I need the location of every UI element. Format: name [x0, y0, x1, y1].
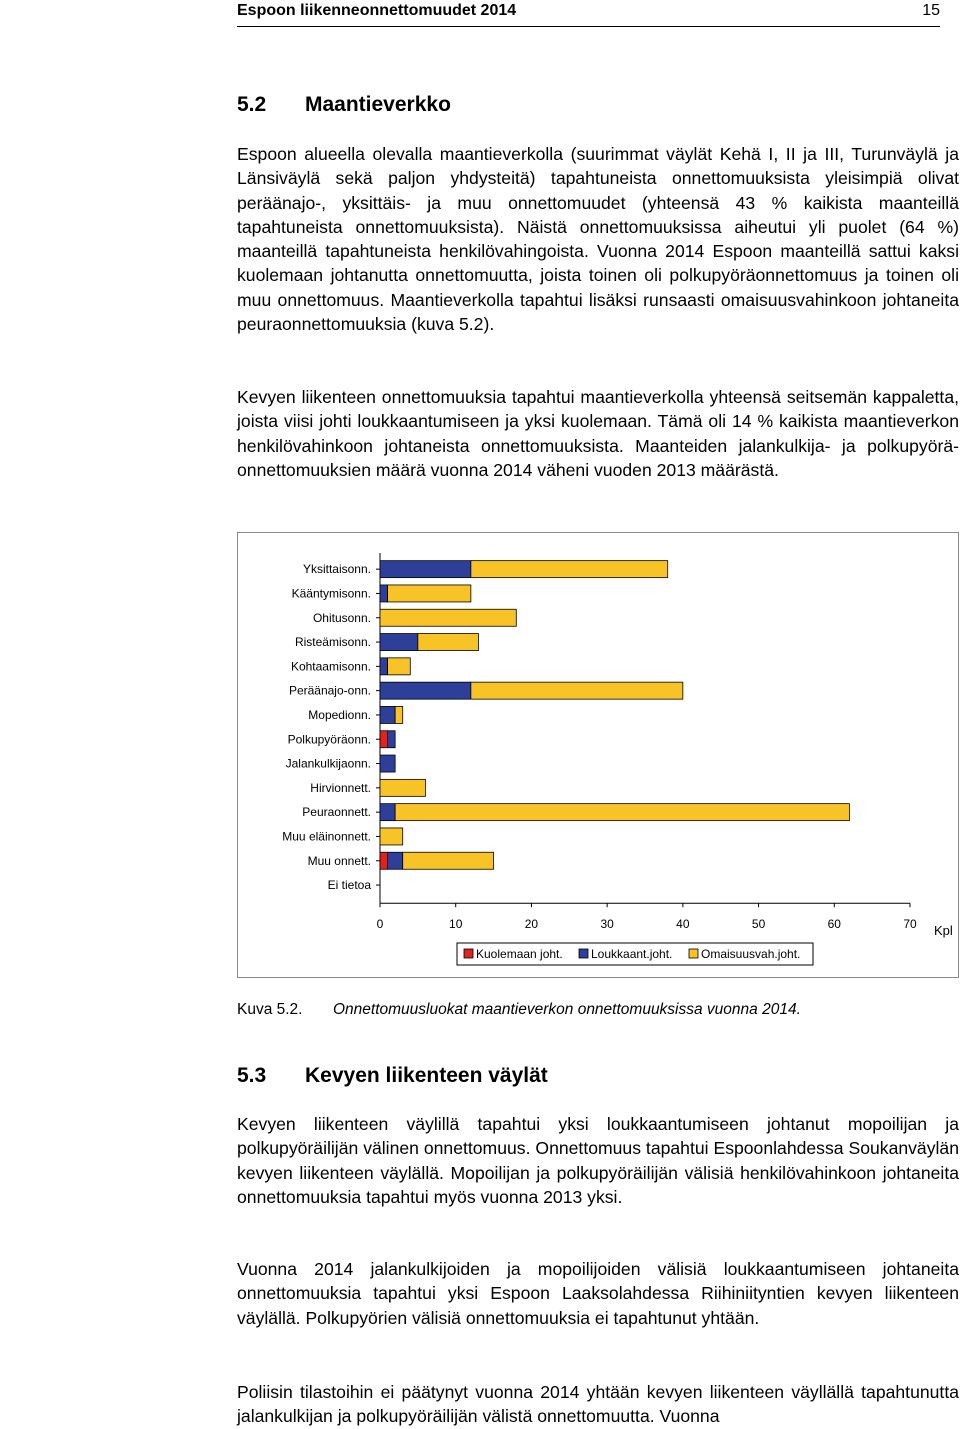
bar-segment: [471, 682, 683, 699]
x-tick-label: 20: [524, 917, 539, 932]
bar-segment: [388, 658, 411, 675]
category-label: Muu eläinonnett.: [282, 829, 371, 844]
bar-segment: [380, 779, 425, 796]
section-number: 5.2: [237, 93, 267, 116]
figure-caption: [237, 1001, 801, 1019]
x-tick-label: 0: [376, 917, 384, 932]
page-header: [237, 0, 940, 27]
category-label: Kääntymisonn.: [291, 586, 371, 601]
category-label: Ohitusonn.: [312, 610, 371, 625]
caption-number: Kuva 5.2.: [237, 1001, 303, 1018]
caption-text: Onnettomuusluokat maantieverkon onnettomuuksissa vuonna 2014.: [333, 1001, 801, 1018]
section-heading-5-3: [237, 1064, 548, 1088]
bar-segment: [395, 804, 849, 821]
x-tick-label: 40: [676, 917, 690, 932]
category-label: Polkupyöräonn.: [287, 732, 371, 747]
category-label: Risteämisonn.: [294, 635, 371, 650]
bar-segment: [380, 828, 403, 845]
section-heading-5-2: [237, 93, 451, 117]
document-title: Espoon liikenneonnettomuudet 2014: [237, 2, 517, 19]
bar-segment: [471, 561, 668, 578]
x-axis-label: Kpl: [934, 923, 953, 939]
paragraph-maantieverkko-2: Kevyen liikenteen onnettomuuksia tapahtui maantieverkolla yhteensä seitsemän kappaletta, joista viisi johti loukkaantumiseen ja yksi kuolemaan. Tämä oli 14 % kaikista maantieverkon henkilövahinkoon johtaneista onnettomuuksista. Maanteiden jalankulkija- ja polkupyörä-onnettomuuksien määrä vuonna 2014 väheni vuoden 2013 määrästä.: [237, 387, 959, 480]
x-tick-label: 50: [751, 917, 766, 932]
paragraph-maantieverkko-1: Espoon alueella olevalla maantieverkolla (suurimmat väylät Kehä I, II ja III, Turunväylä ja Länsiväylä sekä paljon yhdysteitä) tapahtuneista onnettomuuksista yleisimpiä olivat peräänajo-, yksittäis- ja muu onnettomuudet (yhteensä 43 % kaikista maanteillä tapahtuneista onnettomuuksista). Näistä onnettomuuksissa aiheutui yli puolet (64 %) maanteillä tapahtuneista henkilövahingoista. Vuonna 2014 Espoon maanteillä sattui kaksi kuolemaan johtanutta onnettomuutta, joista toinen oli polkupyöräonnettomuus ja toinen oli muu onnettomuus. Maantieverkolla tapahtui lisäksi runsaasti omaisuusvahinkoon johtaneita peuraonnettomuuksia (kuva 5.2).: [237, 144, 959, 335]
bar-segment: [388, 731, 396, 748]
legend-label: Loukkaant.joht.: [591, 947, 673, 961]
category-label: Peräänajo-onn.: [288, 683, 371, 698]
category-label: Hirvionnett.: [310, 780, 371, 795]
bar-segment: [380, 561, 471, 578]
bar-segment: [388, 585, 471, 602]
paragraph-kevyt-liikenne-2: Vuonna 2014 jalankulkijoiden ja mopoilijoiden välisiä loukkaantumiseen johtaneita onnettomuuksia tapahtui yksi Espoon Laaksolahdessa Riihiniityntien kevyen liikenteen väylällä. Polkupyörien välisiä onnettomuuksia ei tapahtunut yhtään.: [237, 1259, 959, 1328]
x-tick-label: 30: [600, 917, 614, 932]
paragraph-kevyt-liikenne-3: Poliisin tilastoihin ei päätynyt vuonna 2014 yhtään kevyen liikenteen väyllällä tapahtunutta jalankulkijan ja polkupyöräilijän välistä onnettomuutta. Vuonna: [237, 1382, 959, 1427]
legend-label: Kuolemaan joht.: [476, 947, 563, 961]
legend-swatch: [689, 949, 698, 958]
page-number: 15: [922, 2, 940, 19]
category-label: Yksittaisonn.: [302, 562, 371, 577]
stacked-bar-chart: [238, 533, 960, 979]
bar-segment: [380, 755, 395, 772]
x-tick-label: 60: [827, 917, 841, 932]
bar-segment: [395, 706, 403, 723]
bar-segment: [388, 852, 403, 869]
bar-segment: [380, 731, 388, 748]
paragraph-kevyt-liikenne-1: Kevyen liikenteen väylillä tapahtui yksi loukkaantumiseen johtanut mopoilijan ja polkupyöräilijän välinen onnettomuus. Onnettomuus tapahtui Espoonlahdessa Soukanväylän kevyen liikenteen väylällä. Mopoilijan ja polkupyöräilijän välisiä henkilövahinkoon johtaneita onnettomuuksia tapahtui myös vuonna 2013 yksi.: [237, 1114, 959, 1207]
category-label: Peuraonnett.: [302, 805, 371, 820]
x-tick-label: 70: [903, 917, 917, 932]
section-title: Maantieverkko: [305, 93, 451, 116]
bar-segment: [380, 706, 395, 723]
bar-segment: [380, 585, 388, 602]
category-label: Kohtaamisonn.: [290, 659, 371, 674]
legend-swatch: [579, 949, 588, 958]
legend-label: Omaisuusvah.joht.: [701, 947, 801, 961]
category-label: Jalankulkijaonn.: [285, 756, 371, 771]
bar-segment: [380, 852, 388, 869]
bar-segment: [380, 658, 388, 675]
section-number: 5.3: [237, 1064, 267, 1087]
bar-segment: [380, 634, 418, 651]
chart-frame: [237, 532, 959, 978]
category-label: Mopedionn.: [308, 707, 371, 722]
bar-segment: [403, 852, 494, 869]
category-label: Muu onnett.: [307, 853, 371, 868]
bar-segment: [380, 609, 516, 626]
bar-segment: [380, 804, 395, 821]
section-title: Kevyen liikenteen väylät: [305, 1064, 548, 1087]
bar-segment: [418, 634, 479, 651]
category-label: Ei tietoa: [327, 878, 371, 893]
x-tick-label: 10: [449, 917, 463, 932]
legend-swatch: [464, 949, 473, 958]
bar-segment: [380, 682, 471, 699]
